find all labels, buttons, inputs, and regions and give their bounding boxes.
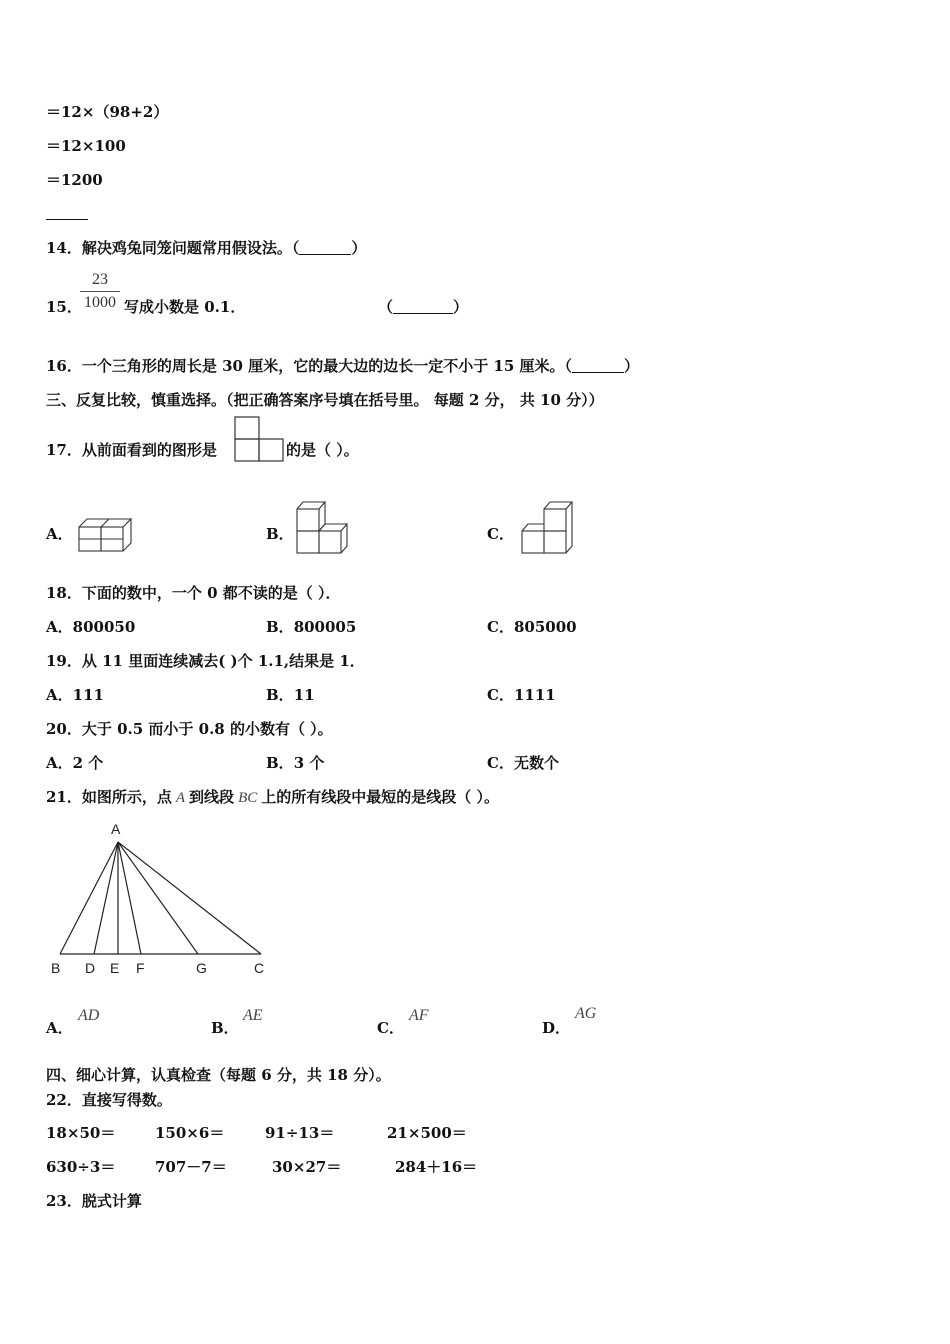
calc-item: 150×6＝: [155, 1124, 225, 1142]
cube-figure-a[interactable]: [78, 515, 130, 555]
calc-line: ＝12×100: [46, 137, 126, 155]
option-label[interactable]: C．: [487, 525, 514, 543]
option-value[interactable]: AE: [243, 1007, 263, 1024]
point-label-c: C: [254, 960, 265, 976]
fraction-denominator: 1000: [84, 294, 116, 311]
point-label-e: E: [110, 960, 120, 976]
calc-item: 630÷3＝: [46, 1158, 116, 1176]
cube-figure-c[interactable]: [521, 501, 575, 557]
question-15-text: 写成小数是 0.1．: [124, 298, 246, 316]
question-15-number: 15．: [46, 298, 82, 316]
question-21: 21．如图所示，点 A 到线段 BC 上的所有线段中最短的是线段（ ）。: [46, 788, 499, 806]
answer-blank[interactable]: [299, 240, 351, 255]
option-label[interactable]: A．: [46, 525, 73, 543]
triangle-figure: [46, 820, 276, 980]
question-18: 18．下面的数中，一个 0 都不读的是（ ）．: [46, 584, 341, 602]
option-a[interactable]: A．111: [46, 686, 104, 704]
answer-underline: [46, 219, 88, 220]
calc-item: 21×500＝: [387, 1124, 467, 1142]
question-15-answer: （ ）: [378, 298, 469, 316]
point-label-g: G: [196, 960, 207, 976]
option-label[interactable]: B．: [266, 525, 294, 543]
answer-blank[interactable]: [572, 358, 624, 373]
option-value[interactable]: AD: [78, 1007, 100, 1024]
question-17-post: 的是（ ）。: [286, 441, 359, 459]
option-label[interactable]: C．: [377, 1019, 404, 1037]
option-value[interactable]: AF: [409, 1007, 429, 1024]
option-a[interactable]: A．2 个: [46, 754, 104, 772]
calc-item: 707－7＝: [155, 1158, 227, 1176]
question-14: 14．解决鸡兔同笼问题常用假设法。（ ）: [46, 239, 367, 257]
cube-figure-b[interactable]: [296, 501, 350, 557]
question-17-pre: 17．从前面看到的图形是: [46, 441, 217, 459]
calc-item: 91÷13＝: [265, 1124, 335, 1142]
fraction-bar: [80, 291, 120, 292]
question-16: 16．一个三角形的周长是 30 厘米，它的最大边的边长一定不小于 15 厘米。（ ）: [46, 357, 640, 375]
question-23: 23．脱式计算: [46, 1192, 142, 1210]
option-a[interactable]: A．800050: [46, 618, 136, 636]
question-22: 22．直接写得数。: [46, 1091, 172, 1109]
section-heading: 三、反复比较，慎重选择。（把正确答案序号填在括号里。 每题 2 分， 共 10 分））: [46, 391, 604, 409]
option-c[interactable]: C．无数个: [487, 754, 559, 772]
fraction: [80, 271, 120, 312]
option-b[interactable]: B．3 个: [266, 754, 325, 772]
calc-item: 284＋16＝: [395, 1158, 478, 1176]
calc-item: 18×50＝: [46, 1124, 116, 1142]
point-label-f: F: [136, 960, 145, 976]
front-view-figure: [234, 416, 284, 464]
option-value[interactable]: AG: [575, 1005, 597, 1022]
calc-line: ＝12×（98+2）: [46, 103, 169, 121]
option-label[interactable]: B．: [211, 1019, 239, 1037]
point-label-b: B: [51, 960, 61, 976]
section-heading: 四、细心计算，认真检查（每题 6 分，共 18 分）。: [46, 1066, 391, 1084]
question-19: 19．从 11 里面连续减去( )个 1.1,结果是 1．: [46, 652, 365, 670]
option-label[interactable]: D．: [542, 1019, 571, 1037]
calc-line: ＝1200: [46, 171, 103, 189]
fraction-numerator: 23: [92, 271, 108, 288]
option-b[interactable]: B．800005: [266, 618, 357, 636]
option-c[interactable]: C．805000: [487, 618, 577, 636]
question-20: 20．大于 0.5 而小于 0.8 的小数有（ ）。: [46, 720, 333, 738]
option-label[interactable]: A．: [46, 1019, 73, 1037]
option-b[interactable]: B．11: [266, 686, 315, 704]
point-label-d: D: [85, 960, 96, 976]
point-label-a: A: [111, 821, 121, 837]
answer-blank[interactable]: [393, 299, 453, 314]
option-c[interactable]: C．1111: [487, 686, 556, 704]
calc-item: 30×27＝: [272, 1158, 342, 1176]
